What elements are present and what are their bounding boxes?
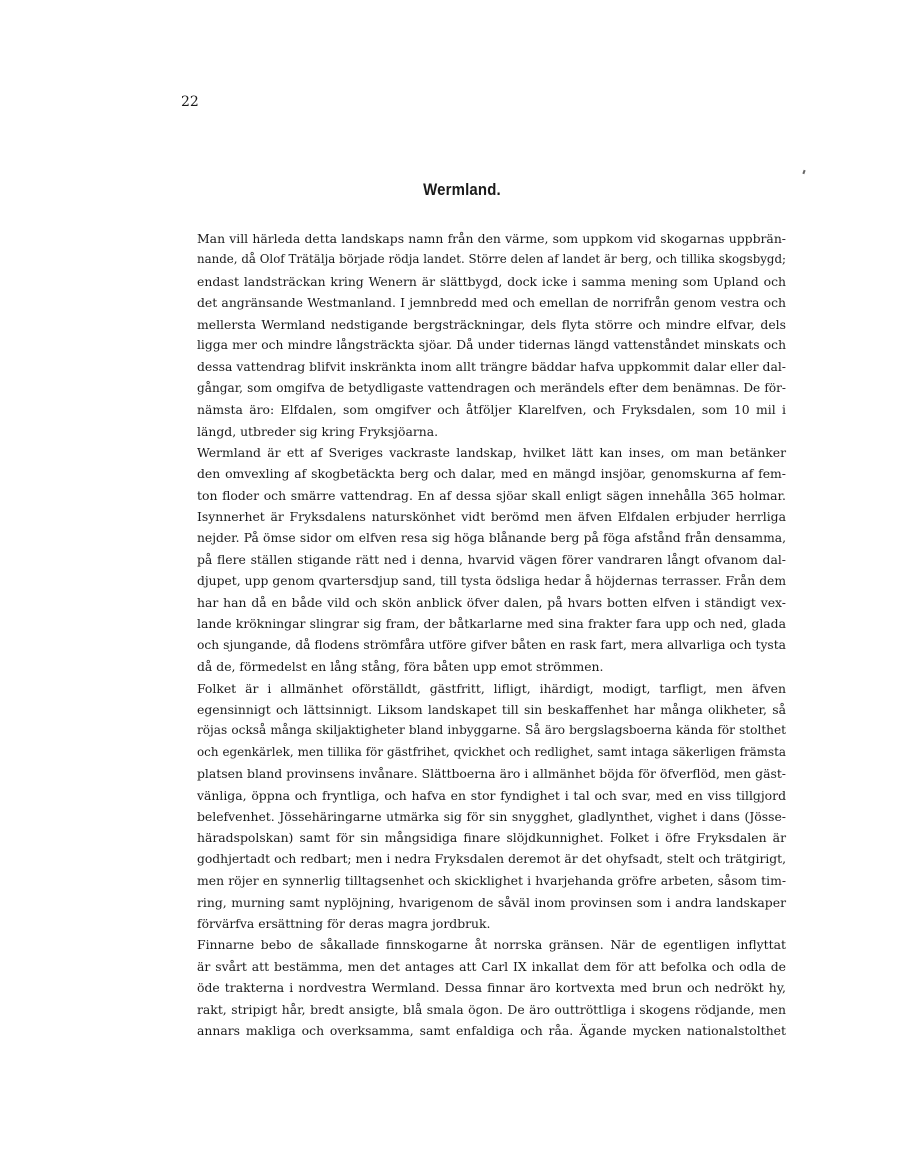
page-title: Wermland. bbox=[423, 180, 501, 199]
text-line: belefvenhet. Jössehäringarne utmärka sig för sin snygghet, gladlynthet, vighet i dans (Jösse- bbox=[197, 808, 786, 824]
text-line: Finnarne bebo de såkallade finnskogarne åt norrska gränsen. När de egentligen inflyttat bbox=[197, 937, 786, 953]
paragraph bbox=[167, 228, 786, 442]
text-line: och sjungande, då flodens strömfåra utföre gifver båten en rask fart, mera allvarliga och tysta bbox=[197, 637, 786, 652]
text-line: vänliga, öppna och fryntliga, och hafva en stor fyndighet i tal och svar, med en viss tillgjord bbox=[197, 787, 786, 803]
text-line: nande, då Olof Trätälja började rödja landet. Större delen af landet är berg, och tillika skogsbygd; bbox=[197, 252, 786, 267]
text-line: Isynnerhet är Fryksdalens naturskönhet vidt berömd men äfven Elfdalen erbjuder herrliga bbox=[197, 509, 786, 525]
text-line: den omvexling af skogbetäckta berg och dalar, med en mängd insjöar, genomskurna af fem- bbox=[197, 466, 786, 482]
text-line: mellersta Wermland nedstigande bergsträckningar, dels flyta större och mindre elfvar, dels bbox=[197, 316, 786, 332]
page-number: 22 bbox=[181, 94, 199, 110]
paragraph bbox=[167, 442, 786, 677]
text-line: Man vill härleda detta landskaps namn från den värme, som uppkom vid skogarnas uppbrän- bbox=[197, 231, 786, 246]
text-line: lande krökningar slingrar sig fram, der båtkarlarne med sina frakter fara upp och ned, glada bbox=[197, 616, 786, 632]
text-line: ton floder och smärre vattendrag. En af dessa sjöar skall enligt sägen innehålla 365 holmar. bbox=[197, 487, 786, 503]
text-line: men röjer en synnerlig tilltagsenhet och skicklighet i hvarjehanda gröfre arbeten, såsom tim- bbox=[197, 873, 786, 889]
paragraph bbox=[167, 934, 786, 1041]
text-line: Wermland är ett af Sveriges vackraste landskap, hvilket lätt kan inses, om man betänker bbox=[197, 445, 786, 461]
text-line: nämsta äro: Elfdalen, som omgifver och åtföljer Klarelfven, och Fryksdalen, som 10 mil i bbox=[197, 402, 786, 418]
paragraph bbox=[167, 678, 786, 935]
text-line: då de, förmedelst en lång stång, föra båten upp emot strömmen. bbox=[197, 659, 604, 675]
text-line: gångar, som omgifva de betydligaste vattendragen och merändels efter dem benämnas. De för- bbox=[197, 380, 786, 395]
text-line: endast landsträckan kring Wenern är slättbygd, dock icke i samma mening som Upland och bbox=[197, 273, 786, 289]
text-line: godhjertadt och redbart; men i nedra Fryksdalen deremot är det ohyfsadt, stelt och trätgirigt, bbox=[197, 851, 786, 866]
text-line: häradspolskan) samt för sin mångsidiga finare slöjdkunnighet. Folket i öfre Fryksdalen är bbox=[197, 830, 786, 846]
text-line: annars makliga och overksamma, samt enfaldiga och råa. Ägande mycken nationalstolthet bbox=[197, 1023, 786, 1039]
text-line: dessa vattendrag blifvit inskränkta inom allt trängre bäddar hafva uppkommit dalar eller dal- bbox=[197, 359, 786, 375]
text-line: öde trakterna i nordvestra Wermland. Dessa finnar äro kortvexta med brun och nedrökt hy, bbox=[197, 980, 786, 996]
text-line: röjas också många skiljaktigheter bland inbyggarne. Så äro bergslagsboerna kända för stolthet bbox=[197, 723, 786, 738]
text-line: ligga mer och mindre långsträckta sjöar. Då under tidernas längd vattenståndet minskats och bbox=[197, 338, 786, 353]
text-line: ring, murning samt nyplöjning, hvarigenom de såväl inom provinsen som i andra landskaper bbox=[197, 894, 786, 910]
text-line: djupet, upp genom qvartersdjup sand, till tysta ödsliga hedar å höjdernas terrasser. Från dem bbox=[197, 573, 786, 588]
text-line: platsen bland provinsens invånare. Slättboerna äro i allmänhet böjda för öfverflöd, men gäst- bbox=[197, 766, 786, 782]
text-line: egensinnigt och lättsinnigt. Liksom landskapet till sin beskaffenhet har många olikheter, så bbox=[197, 701, 786, 717]
text-line: förvärfva ersättning för deras magra jordbruk. bbox=[197, 916, 491, 931]
body-text bbox=[167, 228, 786, 1041]
text-line: har han då en både vild och skön anblick öfver dalen, på hvars botten elfven i ständigt vex- bbox=[197, 594, 786, 610]
text-line: på flere ställen stigande rätt ned i denna, hvarvid vägen förer vandraren långt ofvanom dal- bbox=[197, 552, 786, 568]
text-line: det angränsande Westmanland. I jemnbredd med och emellan de norrifrån genom vestra och bbox=[197, 295, 786, 311]
text-line: och egenkärlek, men tillika för gästfrihet, qvickhet och redlighet, samt intaga säkerligen främsta bbox=[197, 744, 786, 759]
text-line: är svårt att bestämma, men det antages att Carl IX inkallat dem för att befolka och odla de bbox=[197, 958, 786, 974]
text-line: Folket är i allmänhet oförställdt, gästfritt, lifligt, ihärdigt, modigt, tarfligt, men äfven bbox=[197, 680, 786, 696]
ink-speck bbox=[802, 170, 805, 174]
text-line: rakt, stripigt hår, bredt ansigte, blå smala ögon. De äro outtröttliga i skogens rödjande, men bbox=[197, 1001, 786, 1017]
text-line: nejder. På ömse sidor om elfven resa sig höga blånande berg på föga afstånd från densamma, bbox=[197, 530, 786, 545]
text-line: längd, utbreder sig kring Fryksjöarna. bbox=[197, 423, 439, 439]
